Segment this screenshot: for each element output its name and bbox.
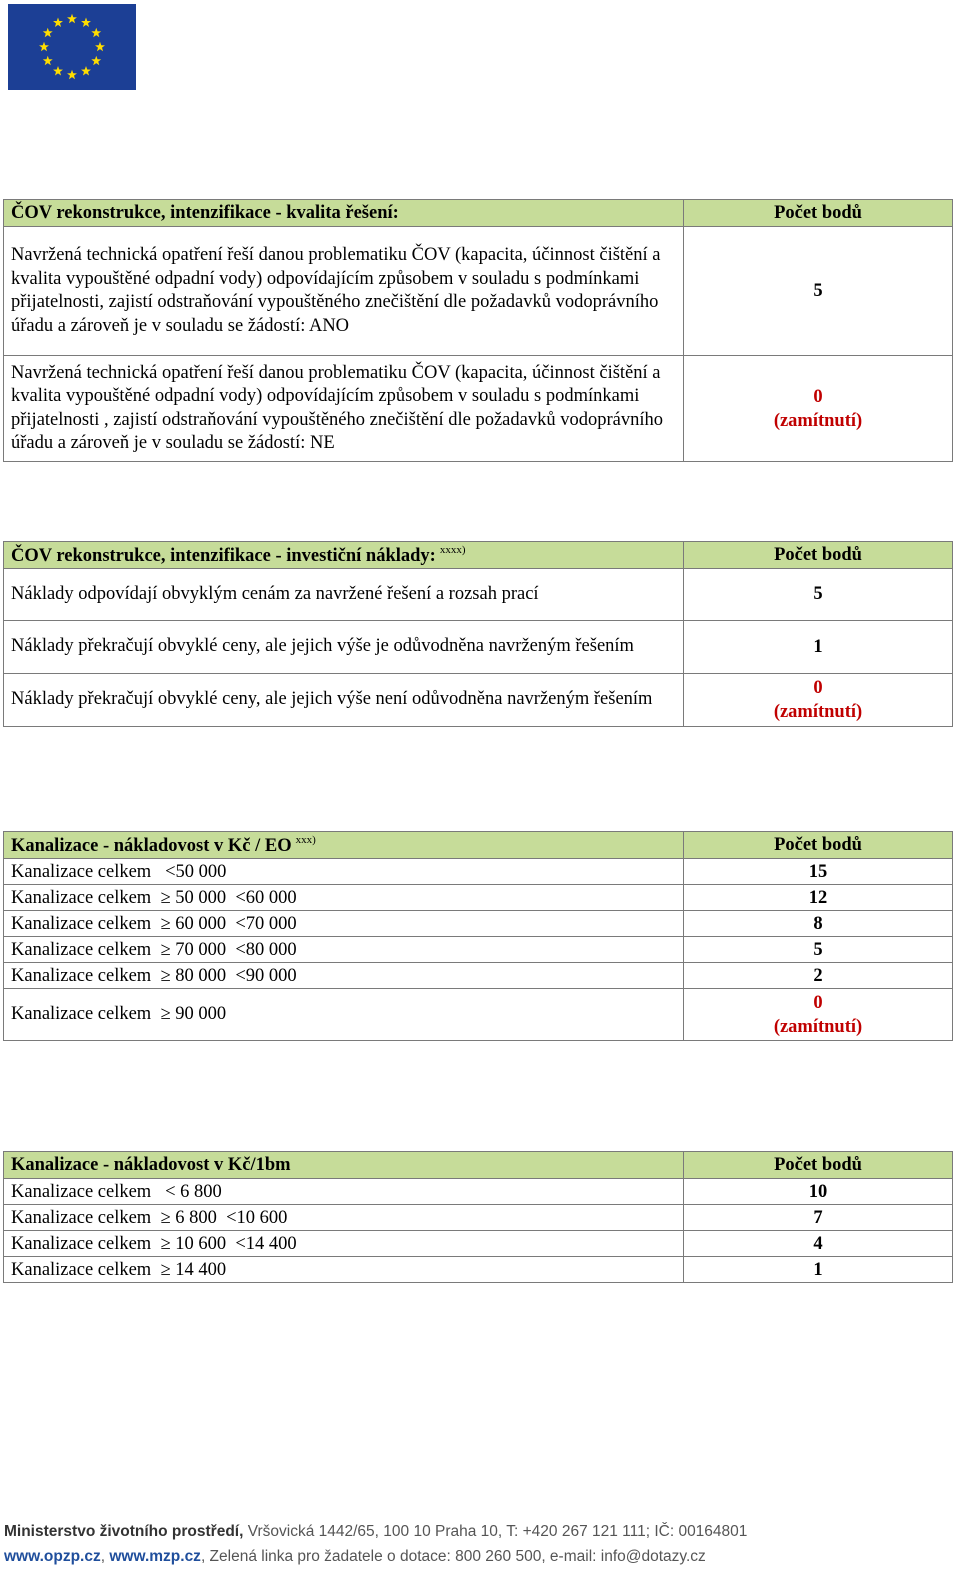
table-row [4, 859, 953, 885]
points-number: 0 [813, 678, 823, 698]
footer-link-opzp[interactable]: www.opzp.cz [4, 1548, 101, 1565]
table-title: ČOV rekonstrukce, intenzifikace - kvalita řešení: [4, 200, 684, 227]
table-title: ČOV rekonstrukce, intenzifikace - investiční náklady: [11, 545, 436, 566]
table-row [4, 1179, 953, 1205]
footer-link-mzp[interactable]: www.mzp.cz [109, 1548, 201, 1565]
table-row [4, 963, 953, 989]
points-value: 10 [684, 1179, 953, 1205]
table-header [4, 832, 953, 859]
table-header [4, 200, 953, 227]
criterion-text: Navržená technická opatření řeší danou problematiku ČOV (kapacita, účinnost čištění a kvalita vypouštěné odpadní vody) odpovídajícím způsobem v souladu s podmínkami přijatelnosti , zajistí odstraňování vypouštěného znečištění dle požadavků vodoprávního úřadu a zároveň je v souladu se žádostí: NE [4, 356, 684, 462]
criterion-text: Navržená technická opatření řeší danou problematiku ČOV (kapacita, účinnost čištění a kvalita vypouštěné odpadní vody) odpovídajícím způsobem v souladu s podmínkami přijatelnosti, zajistí odstraňování vypouštěného znečištění dle požadavků vodoprávního úřadu a zároveň je v souladu se žádostí: ANO [4, 227, 684, 356]
table-cov-quality [3, 199, 953, 462]
points-value: 1 [684, 621, 953, 674]
rejection-note: (zamítnutí) [773, 702, 863, 722]
table-row [4, 911, 953, 937]
points-value: 12 [684, 885, 953, 911]
footer-address: Vršovická 1442/65, 100 10 Praha 10, T: +420 267 121 111; IČ: 00164801 [243, 1523, 748, 1540]
footer-contact: , Zelená linka pro žadatele o dotace: 800 260 500, e-mail: info@dotazy.cz [200, 1548, 706, 1565]
table-header [4, 1152, 953, 1179]
footnote-mark: xxxx) [439, 543, 466, 556]
points-number: 0 [813, 992, 823, 1013]
eu-flag-logo [8, 4, 136, 90]
table-title: Kanalizace - nákladovost v Kč/1bm [4, 1152, 684, 1179]
criterion-text: Kanalizace celkem ≥ 90 000 [4, 989, 684, 1041]
points-value [684, 356, 953, 462]
table-row [4, 937, 953, 963]
criterion-text: Kanalizace celkem ≥ 10 600 <14 400 [4, 1231, 684, 1257]
criterion-text: Náklady překračují obvyklé ceny, ale jejich výše je odůvodněna navrženým řešením [4, 621, 684, 674]
points-number: 0 [813, 386, 823, 407]
points-value: 15 [684, 859, 953, 885]
points-value: 5 [684, 227, 953, 356]
points-value: 5 [684, 937, 953, 963]
table-row [4, 1205, 953, 1231]
points-value [684, 674, 953, 727]
points-value: 7 [684, 1205, 953, 1231]
table-sewer-cost-per-eo [3, 831, 953, 1041]
footer-ministry: Ministerstvo životního prostředí, [4, 1523, 244, 1540]
table-row [4, 885, 953, 911]
criterion-text: Kanalizace celkem ≥ 70 000 <80 000 [4, 937, 684, 963]
table-row [4, 1257, 953, 1283]
table-row [4, 674, 953, 727]
points-value: 2 [684, 963, 953, 989]
points-value: 8 [684, 911, 953, 937]
points-header: Počet bodů [684, 1152, 953, 1179]
points-value: 5 [684, 569, 953, 621]
criterion-text: Kanalizace celkem ≥ 50 000 <60 000 [4, 885, 684, 911]
footer-line-2 [4, 1548, 706, 1566]
criterion-text: Kanalizace celkem <50 000 [4, 859, 684, 885]
table-row [4, 1231, 953, 1257]
table-title: Kanalizace - nákladovost v Kč / EO [11, 835, 292, 856]
points-header: Počet bodů [684, 200, 953, 227]
footer-line-1 [4, 1523, 747, 1541]
criterion-text: Kanalizace celkem ≥ 6 800 <10 600 [4, 1205, 684, 1231]
table-header [4, 542, 953, 569]
table-row [4, 621, 953, 674]
footer-separator: , [100, 1548, 110, 1565]
table-title-cell [4, 542, 684, 569]
table-row [4, 989, 953, 1041]
table-title-cell [4, 832, 684, 859]
points-value: 1 [684, 1257, 953, 1283]
rejection-note: (zamítnutí) [773, 410, 863, 431]
points-header: Počet bodů [684, 832, 953, 859]
table-row [4, 569, 953, 621]
rejection-note: (zamítnutí) [773, 1016, 863, 1037]
footnote-mark: xxx) [295, 833, 316, 846]
table-row [4, 227, 953, 356]
criterion-text: Kanalizace celkem ≥ 14 400 [4, 1257, 684, 1283]
points-header: Počet bodů [684, 542, 953, 569]
table-sewer-cost-per-meter [3, 1151, 953, 1283]
table-cov-costs [3, 541, 953, 727]
points-value: 4 [684, 1231, 953, 1257]
points-value [684, 989, 953, 1041]
table-row [4, 356, 953, 462]
criterion-text: Kanalizace celkem < 6 800 [4, 1179, 684, 1205]
criterion-text: Kanalizace celkem ≥ 60 000 <70 000 [4, 911, 684, 937]
criterion-text: Kanalizace celkem ≥ 80 000 <90 000 [4, 963, 684, 989]
criterion-text: Náklady odpovídají obvyklým cenám za navržené řešení a rozsah prací [4, 569, 684, 621]
criterion-text: Náklady překračují obvyklé ceny, ale jejich výše není odůvodněna navrženým řešením [4, 674, 684, 727]
